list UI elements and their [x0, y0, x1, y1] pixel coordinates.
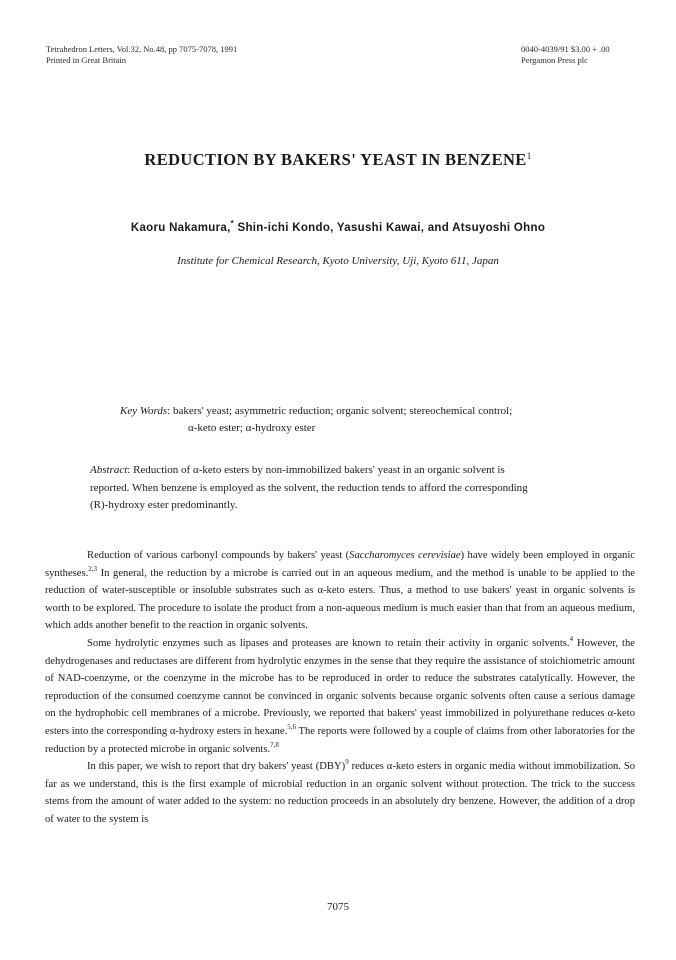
author-list: [0, 219, 676, 234]
body-text: [45, 547, 635, 829]
keywords: [120, 403, 512, 437]
running-header-left: [46, 44, 237, 66]
citation-ref: 5,6: [287, 722, 296, 731]
p3-text-b: reduces α-keto esters in organic media without immobilization. So far as we understand, this is the first example of microbial reduction in an organic solvent without protection. The trick to the success stems from the amount of water added to the system: no reduction proceeds in an absolutely dry benzene. However, the addition of a drop of water to the system is: [45, 761, 636, 825]
paper-title-text: REDUCTION BY BAKERS' YEAST IN BENZENE: [144, 150, 527, 169]
corresponding-author-mark: *: [230, 219, 234, 228]
first-author: Kaoru Nakamura,: [130, 222, 231, 234]
paragraph-2: [45, 635, 635, 758]
citation-ref: 7,8: [270, 740, 279, 749]
abstract-line-1: [90, 462, 590, 480]
citation-ref: 9: [345, 758, 349, 767]
printed-in: Printed in Great Britain: [46, 55, 127, 65]
species-name: Saccharomyces cerevisiae: [349, 550, 461, 561]
price-code: 0040-4039/91 $3.00 + .00: [521, 44, 610, 54]
citation-ref: 4: [569, 634, 574, 643]
abstract-line-3: (R)-hydroxy ester predominantly.: [90, 499, 238, 511]
title-footnote-mark: 1: [526, 151, 532, 161]
p1-text-a: Reduction of various carbonyl compounds by bakers' yeast (: [87, 550, 350, 561]
affiliation: Institute for Chemical Research, Kyoto University, Uji, Kyoto 611, Japan: [177, 255, 499, 267]
keywords-line-2: α-keto ester; α-hydroxy ester: [188, 422, 316, 434]
keywords-text-1: : bakers' yeast; asymmetric reduction; organic solvent; stereochemical control;: [167, 405, 513, 417]
p1-text-b: ) have widely been employed in organic syntheses.: [45, 550, 635, 579]
abstract-label: Abstract: [90, 464, 128, 476]
p2-text-b: However, the dehydrogenases and reductases are different from hydrolytic enzymes in the sense that they require the assistance of stoichiometric amount of NAD-coenzyme, or the coenzyme in the microbe has to be reproduced in order to reduce the substrates catalytically. However, the reproduction of the consumed coenzyme cannot be convinced in organic solvents because organic solvents often cause a serious damage on the hydrophobic cell membranes of a microbe. Previously, we reported that bakers' yeast immobilized in polyurethane reduces α-keto esters into the corresponding α-hydroxy esters in hexane.: [45, 637, 635, 737]
citation-ref: 2,3: [88, 564, 98, 573]
p2-text-a: Some hydrolytic enzymes such as lipases and proteases are known to retain their activity in organic solvents.: [87, 637, 570, 649]
keywords-line-1: [120, 403, 512, 420]
journal-citation: Tetrahedron Letters, Vol.32, No.48, pp 7075-7078, 1991: [46, 44, 238, 54]
other-authors: Shin-ichi Kondo, Yasushi Kawai, and Atsuyoshi Ohno: [234, 222, 546, 234]
paragraph-1: [45, 547, 635, 635]
running-header-right: [521, 44, 610, 66]
p1-text-c: In general, the reduction by a microbe is carried out in an aqueous medium, and the method is unable to be applied to the reduction of water-susceptible or insoluble substrates such as α-keto esters. Thus, a method to use bakers' yeast in organic solvents is worth to be explored. The procedure to isolate the product from a non-aqueous medium is much easier than that from an aqueous medium, which adds another benefit to the reaction in organic solvents.: [45, 567, 635, 632]
abstract-line-2: reported. When benzene is employed as the solvent, the reduction tends to afford the corresponding: [90, 481, 528, 494]
p3-text-a: In this paper, we wish to report that dry bakers' yeast (DBY): [87, 761, 346, 773]
abstract-text-1: : Reduction of α-keto esters by non-immobilized bakers' yeast in an organic solvent is: [127, 464, 505, 476]
keywords-label: Key Words: [120, 405, 168, 417]
p2-text-c: The reports were followed by a couple of claims from other laboratories for the reduction by a protected microbe in organic solvents.: [45, 725, 635, 755]
paper-title: [0, 150, 676, 170]
publisher: Pergamon Press plc: [521, 55, 588, 65]
paragraph-3: [45, 758, 635, 828]
abstract: [90, 462, 590, 515]
page-number: 7075: [327, 901, 349, 913]
